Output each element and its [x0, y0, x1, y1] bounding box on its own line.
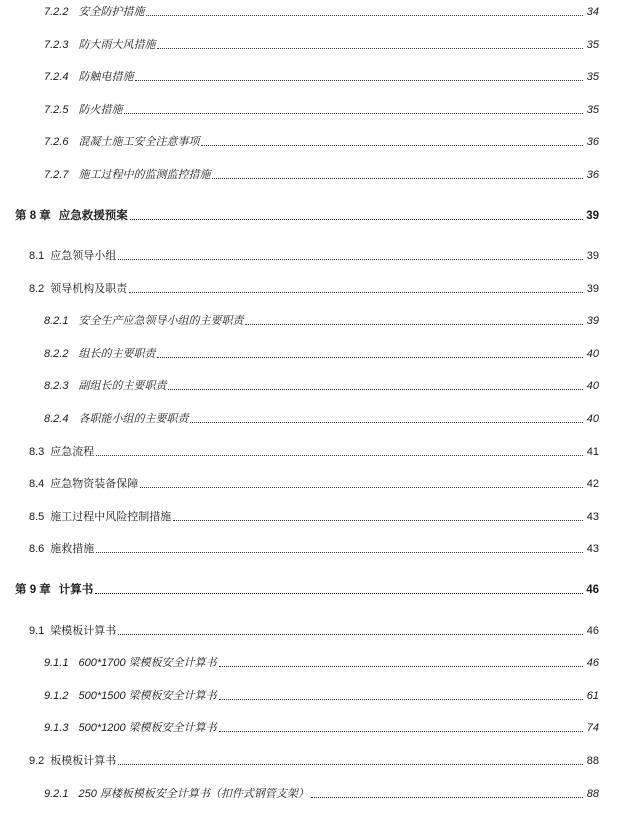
dot-leader	[118, 764, 583, 765]
toc-entry-title: 应急物资装备保障	[50, 478, 139, 490]
toc-entry-title: 应急流程	[50, 446, 95, 458]
toc-entry[interactable]	[44, 345, 599, 361]
toc-entry-number: 9.1.2	[44, 690, 69, 702]
toc-entry-number: 第 8 章	[15, 210, 51, 222]
dot-leader	[118, 634, 583, 635]
dot-leader	[130, 219, 583, 220]
toc-entry-title: 600*1700 梁模板安全计算书	[78, 657, 217, 669]
toc-entry-title: 混凝土施工安全注意事项	[78, 136, 200, 148]
dot-leader	[219, 666, 583, 667]
toc-entry-chapter[interactable]	[15, 581, 599, 597]
toc-entry-page: 46	[586, 625, 599, 637]
dot-leader	[146, 15, 583, 16]
toc-entry-title: 250 厚楼板模板安全计算书（扣件式钢管支架）	[78, 788, 309, 800]
dot-leader	[212, 178, 583, 179]
toc-entry-number: 8.5	[29, 511, 45, 523]
toc-entry-page: 40	[586, 380, 599, 392]
toc-entry-section[interactable]	[29, 280, 599, 296]
toc-entry-section[interactable]	[29, 475, 599, 491]
dot-leader	[96, 455, 583, 456]
toc-entry-title: 防大雨大风措施	[78, 39, 156, 51]
toc-entry-page: 61	[586, 690, 599, 702]
toc-entry[interactable]	[44, 36, 599, 52]
toc-entry-page: 39	[586, 283, 599, 295]
toc-entry-number: 7.2.5	[44, 104, 69, 116]
toc-entry-page: 88	[586, 755, 599, 767]
toc-entry-section[interactable]	[29, 508, 599, 524]
toc-entry-section[interactable]	[29, 752, 599, 768]
dot-leader	[201, 145, 583, 146]
dot-leader	[311, 797, 583, 798]
toc-entry-page: 35	[586, 104, 599, 116]
toc-entry[interactable]	[44, 410, 599, 426]
toc-entry-title: 防火措施	[78, 104, 123, 116]
toc-entry-number: 9.1	[29, 625, 45, 637]
toc-entry-number: 8.2.3	[44, 380, 69, 392]
dot-leader	[219, 731, 583, 732]
toc-entry-number: 7.2.2	[44, 6, 69, 18]
toc-entry-number: 9.1.1	[44, 657, 69, 669]
toc-entry-page: 39	[586, 210, 599, 222]
toc-entry-section[interactable]	[29, 540, 599, 556]
dot-leader	[95, 593, 583, 594]
toc-entry-title: 500*1500 梁模板安全计算书	[78, 690, 217, 702]
toc-entry-number: 8.2.2	[44, 348, 69, 360]
toc-entry[interactable]	[44, 166, 599, 182]
toc-entry-page: 39	[586, 315, 599, 327]
toc-entry-number: 9.2.1	[44, 788, 69, 800]
toc-entry-number: 7.2.7	[44, 169, 69, 181]
toc-entry-title: 梁模板计算书	[50, 625, 117, 637]
toc-entry-page: 88	[586, 788, 599, 800]
toc-entry-number: 8.2.1	[44, 315, 69, 327]
toc-entry-number: 8.3	[29, 446, 45, 458]
toc-entry-page: 36	[586, 136, 599, 148]
toc-entry-page: 35	[586, 39, 599, 51]
toc-entry-page: 40	[586, 413, 599, 425]
toc-entry-title: 安全生产应急领导小组的主要职责	[78, 315, 244, 327]
toc-entry[interactable]	[44, 654, 599, 670]
toc-entry-number: 7.2.4	[44, 71, 69, 83]
dot-leader	[129, 292, 583, 293]
toc-entry-page: 42	[586, 478, 599, 490]
toc-entry-number: 8.2.4	[44, 413, 69, 425]
toc-entry-page: 41	[586, 446, 599, 458]
toc-entry[interactable]	[44, 312, 599, 328]
toc-entry[interactable]	[44, 785, 599, 801]
toc-entry-page: 35	[586, 71, 599, 83]
toc-entry-number: 第 9 章	[15, 584, 51, 596]
dot-leader	[219, 699, 583, 700]
toc-entry[interactable]	[44, 101, 599, 117]
toc-entry[interactable]	[44, 133, 599, 149]
toc-entry-page: 43	[586, 543, 599, 555]
toc-entry-title: 安全防护措施	[78, 6, 145, 18]
toc-entry-section[interactable]	[29, 247, 599, 263]
toc-entry-title: 施工过程中风险控制措施	[50, 511, 172, 523]
toc-entry-number: 8.4	[29, 478, 45, 490]
toc-entry-number: 8.2	[29, 283, 45, 295]
toc-entry-page: 46	[586, 657, 599, 669]
dot-leader	[135, 80, 583, 81]
toc-entry-title: 应急救援预案	[58, 210, 128, 222]
dot-leader	[157, 48, 583, 49]
toc-entry-number: 7.2.6	[44, 136, 69, 148]
toc-entry[interactable]	[44, 687, 599, 703]
toc-entry[interactable]	[44, 68, 599, 84]
toc-entry-title: 施工过程中的监测监控措施	[78, 169, 211, 181]
dot-leader	[124, 113, 583, 114]
toc-entry-title: 副组长的主要职责	[78, 380, 167, 392]
toc-entry-page: 40	[586, 348, 599, 360]
toc-entry-number: 9.1.3	[44, 722, 69, 734]
dot-leader	[140, 487, 583, 488]
toc-entry[interactable]	[44, 719, 599, 735]
toc-entry-page: 39	[586, 250, 599, 262]
dot-leader	[118, 259, 583, 260]
toc-entry-section[interactable]	[29, 622, 599, 638]
toc-entry-page: 43	[586, 511, 599, 523]
toc-entry-title: 应急领导小组	[50, 250, 117, 262]
toc-entry-title: 领导机构及职责	[50, 283, 128, 295]
toc-entry[interactable]	[44, 3, 599, 19]
toc-entry-page: 36	[586, 169, 599, 181]
toc-entry-title: 组长的主要职责	[78, 348, 156, 360]
toc-entry-number: 8.6	[29, 543, 45, 555]
toc-entry-number: 8.1	[29, 250, 45, 262]
dot-leader	[245, 324, 583, 325]
toc-entry-title: 500*1200 梁模板安全计算书	[78, 722, 217, 734]
toc-entry-page: 34	[586, 6, 599, 18]
dot-leader	[168, 389, 583, 390]
dot-leader	[190, 422, 583, 423]
toc-entry[interactable]	[44, 377, 599, 393]
dot-leader	[157, 357, 583, 358]
toc-entry-title: 板模板计算书	[50, 755, 117, 767]
dot-leader	[96, 552, 583, 553]
toc-entry-title: 计算书	[58, 584, 94, 596]
toc-entry-title: 各职能小组的主要职责	[78, 413, 189, 425]
toc-entry-page: 74	[586, 722, 599, 734]
toc-entry-title: 防触电措施	[78, 71, 134, 83]
dot-leader	[173, 520, 583, 521]
toc-entry-section[interactable]	[29, 443, 599, 459]
toc-entry-page: 46	[586, 584, 599, 596]
toc-entry-title: 施救措施	[50, 543, 95, 555]
toc-entry-chapter[interactable]	[15, 207, 599, 223]
toc-entry-number: 9.2	[29, 755, 45, 767]
toc-entry-number: 7.2.3	[44, 39, 69, 51]
